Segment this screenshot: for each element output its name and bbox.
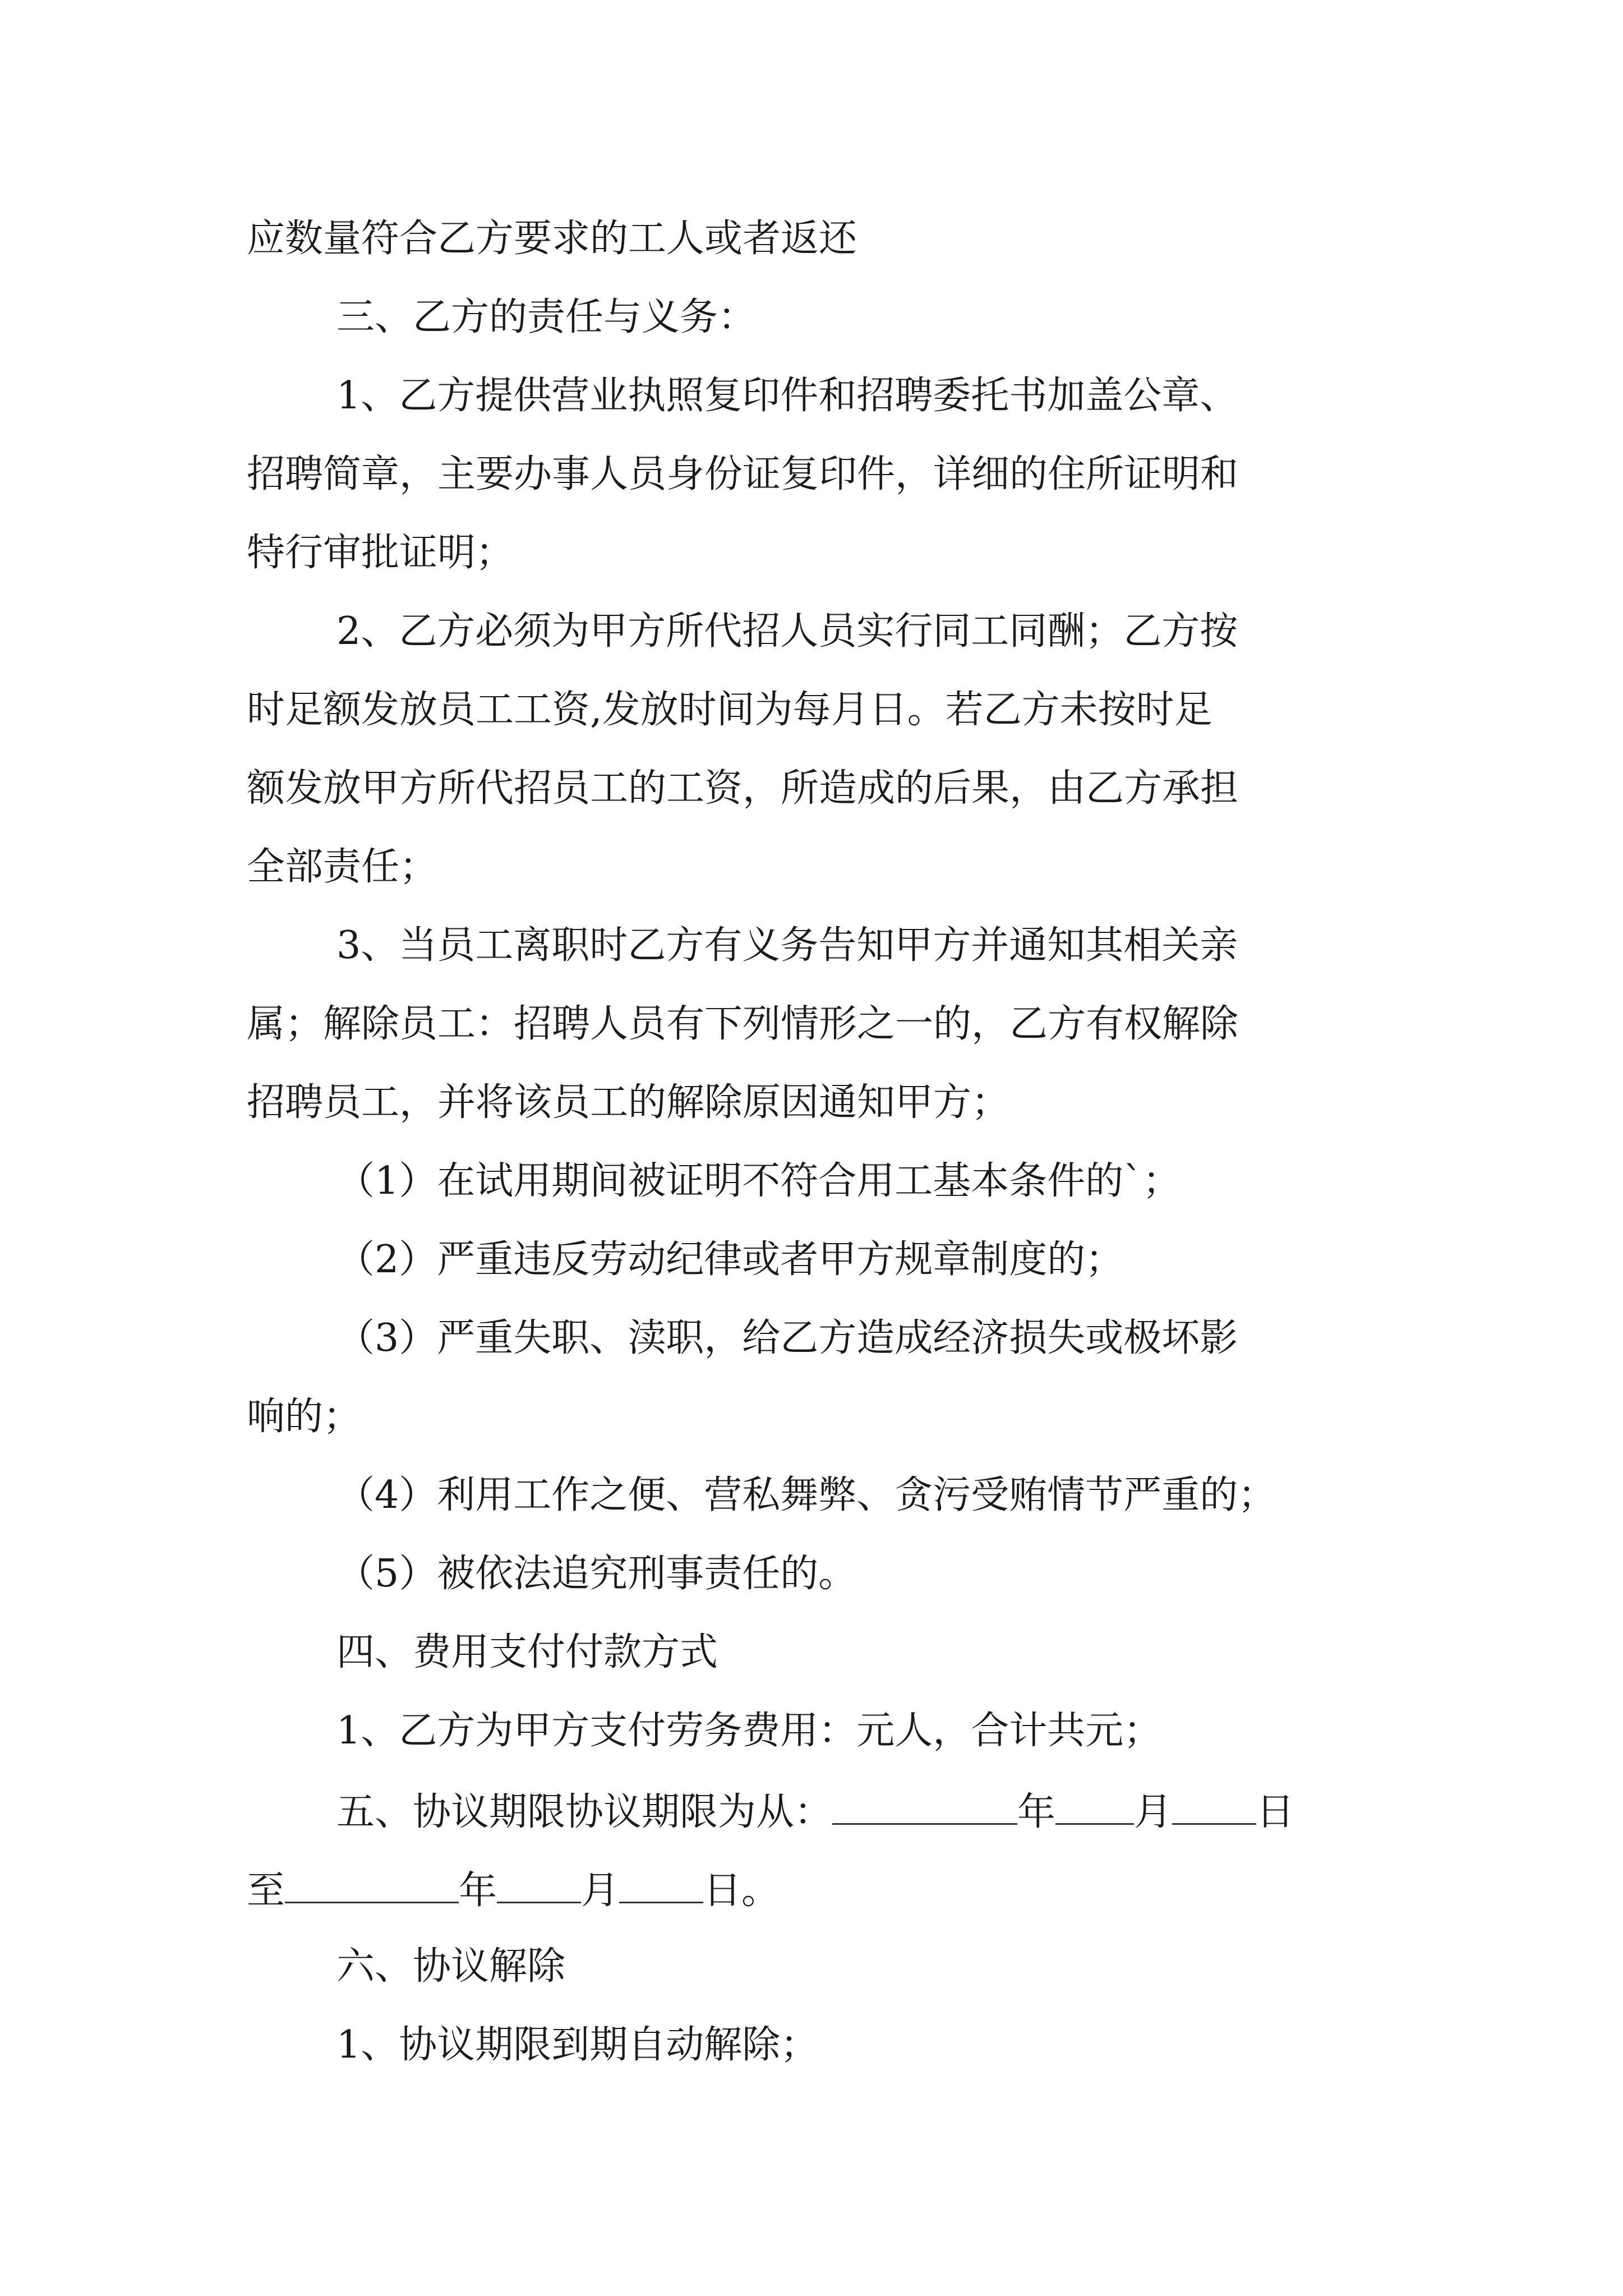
paragraph-line: 全部责任； (247, 845, 438, 889)
paragraph-line: 2、乙方必须为甲方所代招人员实行同工同酬；乙方按 (336, 609, 1238, 654)
paragraph-line: 1、乙方提供营业执照复印件和招聘委托书加盖公章、 (336, 374, 1238, 418)
list-item: （5）被依法追究刑事责任的。 (336, 1552, 857, 1596)
section-heading: 四、费用支付付款方式 (336, 1630, 718, 1674)
paragraph-line: 招聘员工，并将该员工的解除原因通知甲方； (247, 1080, 1010, 1125)
day-blank (619, 1869, 703, 1903)
day-label: 日。 (703, 1868, 780, 1913)
paragraph-line: 特行审批证明； (247, 531, 514, 575)
section-heading: 三、乙方的责任与义务： (336, 295, 757, 339)
term-prefix: 至 (247, 1868, 285, 1913)
month-label: 月 (581, 1868, 620, 1913)
month-blank (497, 1869, 581, 1903)
paragraph-line: 属；解除员工：招聘人员有下列情形之一的，乙方有权解除 (247, 1002, 1239, 1046)
list-item: （2）严重违反劳动纪律或者甲方规章制度的； (336, 1237, 1124, 1282)
year-label: 年 (1017, 1789, 1056, 1834)
section-heading: 六、协议解除 (336, 1944, 566, 1989)
paragraph-line: 3、当员工离职时乙方有义务告知甲方并通知其相关亲 (336, 923, 1238, 968)
year-blank (285, 1869, 459, 1903)
year-blank (832, 1791, 1017, 1825)
year-label: 年 (459, 1868, 497, 1913)
paragraph-line: 时足额发放员工工资,发放时间为每月日。若乙方未按时足 (247, 688, 1212, 732)
paragraph-line: 应数量符合乙方要求的工人或者返还 (247, 217, 857, 261)
list-item: （3）严重失职、渎职，给乙方造成经济损失或极坏影 (336, 1316, 1238, 1360)
list-item: （4）利用工作之便、营私舞弊、贪污受贿情节严重的； (336, 1473, 1276, 1517)
day-blank (1172, 1791, 1256, 1825)
list-item: （1）在试用期间被证明不符合用工基本条件的`； (336, 1159, 1181, 1203)
agreement-term-line-end (247, 1868, 780, 1913)
paragraph-line: 1、乙方为甲方支付劳务费用：元人，合计共元； (336, 1709, 1162, 1753)
paragraph-line: 额发放甲方所代招员工的工资，所造成的后果，由乙方承担 (247, 766, 1239, 811)
month-blank (1055, 1791, 1134, 1825)
paragraph-line: 1、协议期限到期自动解除； (336, 2023, 819, 2067)
paragraph-line: 响的； (247, 1395, 362, 1439)
paragraph-line: 招聘简章，主要办事人员身份证复印件，详细的住所证明和 (247, 452, 1239, 496)
agreement-term-line (336, 1791, 1294, 1832)
term-prefix: 五、协议期限协议期限为从： (336, 1789, 833, 1834)
day-label: 日 (1256, 1789, 1295, 1834)
month-label: 月 (1134, 1789, 1173, 1834)
